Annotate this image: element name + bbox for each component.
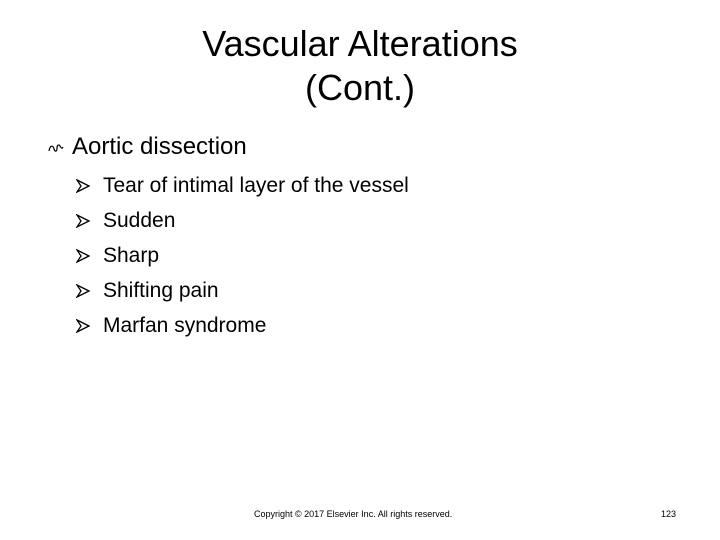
list-item bbox=[76, 168, 409, 203]
list-item bbox=[76, 238, 409, 273]
list-item-text: Shifting pain bbox=[103, 278, 219, 302]
bullet-aortic-dissection bbox=[44, 131, 247, 163]
slide-title-line-1: Vascular Alterations bbox=[202, 23, 518, 64]
footer-copyright: Copyright © 2017 Elsevier Inc. All rights reserved. bbox=[254, 509, 453, 519]
list-item-text: Marfan syndrome bbox=[103, 313, 267, 337]
list-item-text: Sharp bbox=[103, 243, 160, 267]
list-item bbox=[76, 308, 409, 343]
arrowhead-icon bbox=[76, 246, 103, 266]
arrowhead-icon bbox=[76, 281, 103, 301]
slide-title bbox=[0, 22, 720, 110]
slide-title-line-2: (Cont.) bbox=[304, 67, 416, 108]
list-item bbox=[76, 273, 409, 308]
arrowhead-icon bbox=[76, 176, 103, 196]
list-item-text: Sudden bbox=[103, 208, 176, 232]
arrowhead-icon bbox=[76, 316, 103, 336]
list-item bbox=[76, 203, 409, 238]
list-item-text: Tear of intimal layer of the vessel bbox=[103, 173, 409, 197]
arrowhead-icon bbox=[76, 211, 103, 231]
bullet-glyph-icon bbox=[44, 137, 72, 157]
subbullet-list bbox=[76, 168, 409, 343]
page-number: 123 bbox=[661, 509, 677, 519]
bullet-text: Aortic dissection bbox=[72, 133, 247, 160]
